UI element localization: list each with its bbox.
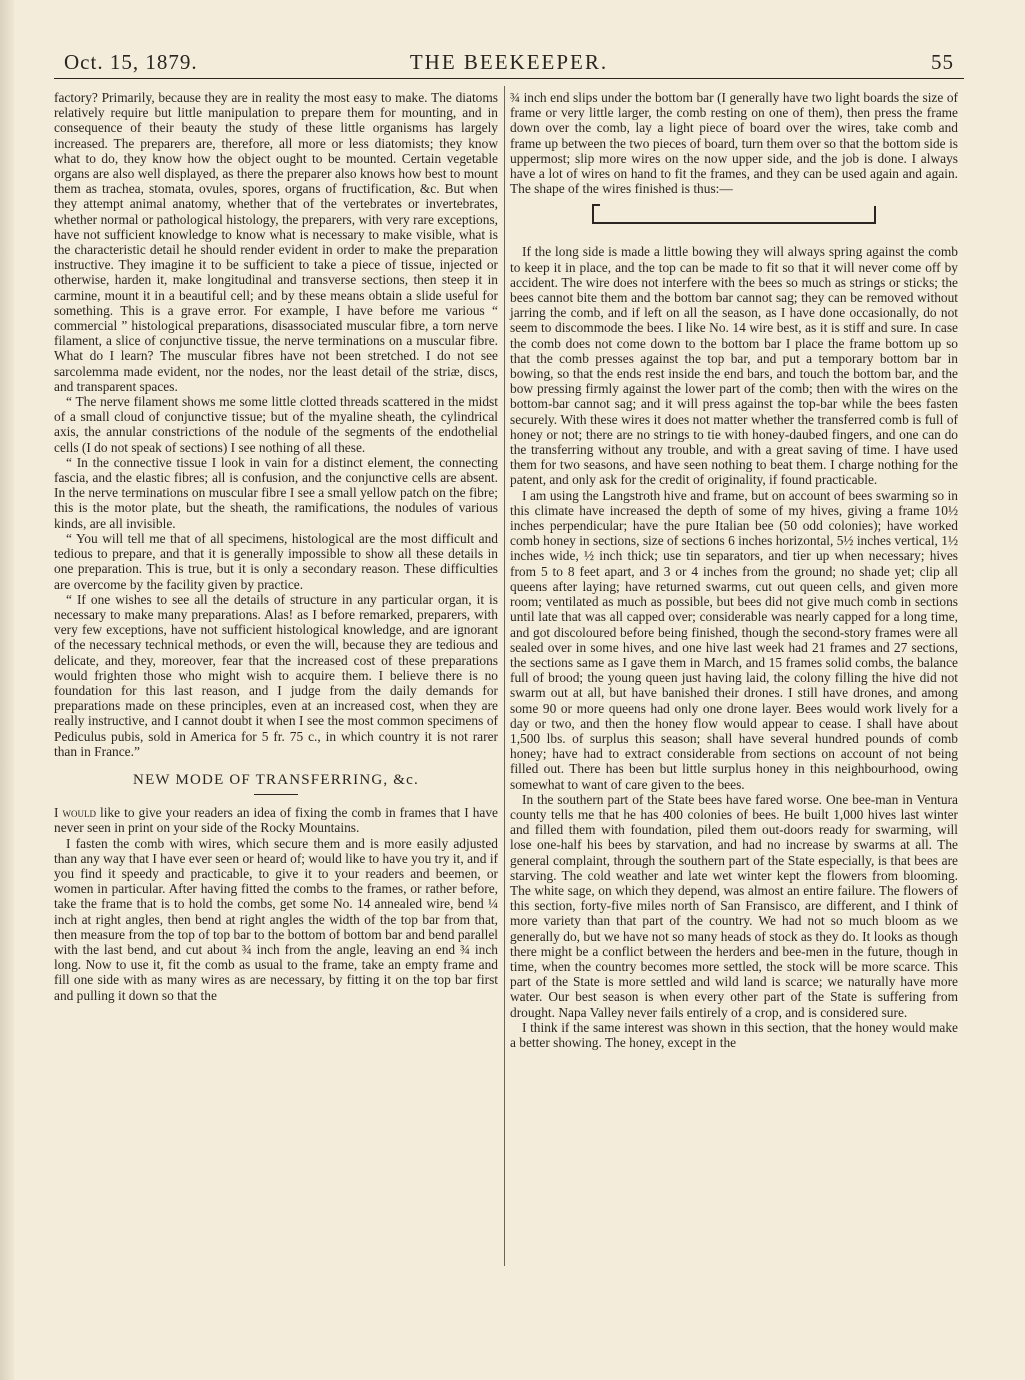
wire-long-side — [592, 222, 876, 224]
section-paragraph-text: like to give your readers an idea of fixing the comb in frames that I have never seen in print on your side of the Rocky Mountains. — [54, 805, 498, 836]
running-header — [54, 46, 964, 76]
left-column — [54, 90, 498, 1003]
page-binding-edge — [0, 0, 14, 1380]
article-paragraph: factory? Primarily, because they are in reality the most easy to make. The diatoms relatively require but little manipulation to prepare them for mounting, and in consequence of their beauty the study of these little organisms has largely increased. The preparers are, therefore, all more or less diatomists; they know what to do, they know how the object ought to be mounted. Certain vegetable organs are also well displayed, as there the preparer also knows how best to mount them as trachea, stomata, ovules, spores, organs of fructification, &c. But when they attempt animal anatomy, whether that of the vertebrates or invertebrates, whether normal or pathological histology, the preparers, with very rare exceptions, have not sufficient knowledge to know what is necessary to make visible, what is the characteristic detail he should render evident in order to make the preparation instructive. They imagine it to be sufficient to take a piece of tissue, injected or otherwise, harden it, make longitudinal and transverse sections, then steep it in carmine, mount it in a beautiful cell; and by these means obtain a slide useful for something. This is a grave error. For example, I have before me various “ commercial ” histological preparations, disassociated muscular fibre, a torn nerve filament, a slice of conjunctive tissue, the nerve terminations on a muscular fibre. What do I learn? The muscular fibres have not been stretched. I do not see sarcolemma made evident, nor the nodes, nor the least detail of the striæ, discs, and transparent spaces. — [54, 90, 498, 394]
article-paragraph: “ The nerve filament shows me some little clotted threads scattered in the midst of a small cloud of conjunctive tissue; but of the myaline sheath, the cylindrical axis, the annular constrictions of the nodule of the segments of the endothelial cells (I do not speak of sections) I see nothing of all these. — [54, 394, 498, 455]
column-divider — [504, 86, 505, 1266]
article-paragraph: “ You will tell me that of all specimens, histological are the most difficult and tedious to prepare, and that it is generally impossible to show all these details in one preparation. This is true, but it is only a secondary reason. These difficulties are overcome by the facility given by practice. — [54, 530, 498, 592]
page-number: 55 — [931, 50, 954, 74]
wire-left-hook — [592, 204, 600, 224]
article-paragraph: “ If one wishes to see all the details of structure in any particular organ, it is necessary to make many preparations. Alas! as I before remarked, preparers, with very few exceptions, have not sufficient histological knowledge, and are ignorant of the necessary technical methods, or even the will, because they are tedious and delicate, and they, moreover, fear that the increased cost of these preparations would frighten those who might wish to acquire them. I believe there is no foundation for this last reason, and I judge from the daily demands for preparations made on these principles, even at an increased cost, when they are really instructive, and I cannot doubt it when I see the most common specimens of Pediculus pubis, sold in America for 5 fr. 75 c., in which country it is not rarer than in France.” — [54, 591, 498, 759]
journal-title: THE BEEKEEPER. — [409, 50, 609, 74]
section-heading: NEW MODE OF TRANSFERRING, &c. — [133, 771, 419, 788]
article-paragraph: ¾ inch end slips under the bottom bar (I generally have two light boards the size of frame or very little larger, the comb resting on one of them), then press the frame down over the comb, lay a light piece of board over the wires, take comb and frame up between the two pieces of board, turn them over so that the bottom side is uppermost; slip more wires on the now upper side, and the job is done. I always have a lot of wires on hand to fit the frames, and they can be used again and again. The shape of the wires finished is thus:— — [510, 90, 958, 197]
section-rule — [254, 794, 298, 795]
article-paragraph: If the long side is made a little bowing they will always spring against the comb to keep it in place, and the top can be made to fit so that it will never come off by accident. The wire does not interfere with the bees so much as strings or sticks; the bees cannot bite them and the bottom bar cannot sag; they can be removed without jarring the comb, and if left on all the season, as I have done occasionally, do not seem to discommode the bees. I like No. 14 wire best, as it is stiff and sure. In case the comb does not come down to the bottom bar I place the frame bottom up so that the comb presses against the top bar, and put a temporary bottom bar in bowing, so that the ends rest inside the end bars, and touch the bottom bar, and the bow pressing firmly against the lower part of the comb; then with the wires on the bottom-bar cannot sag; and it will press against the top-bar while the bees fasten securely. With these wires it does not matter whether the transferred comb is full of honey or not; there are no strings to tie with honey-daubed fingers, and one can do the transferring without any trouble, and with a great saving of time. I have used them for two seasons, and have seen nothing to beat them. I charge nothing for the patent, and only ask for the credit of originality, if found practicable. — [510, 244, 958, 488]
section-paragraph — [54, 805, 498, 835]
section-lead-smallcaps: I would — [54, 805, 96, 821]
wire-shape-figure — [510, 202, 958, 236]
section-paragraph: I fasten the comb with wires, which secure them and is more easily adjusted than any way that I have ever seen or heard of; would like to have you try it, and if you find it speedy and practicable, to give it to your readers and beemen, or women in particular. After having fitted the combs to the frames, or rather before, take the frame that is to hold the combs, get some No. 14 annealed wire, bend ¼ inch at right angles, then bend at right angles the width of the top bar from that, then measure from the top of top bar to the bottom of bottom bar and bend parallel with the last bend, and cut about ¾ inch from the angle, leaving an end ¾ inch long. Now to use it, fit the comb as usual to the frame, take an empty frame and fill one side with as many wires as are necessary, by fitting it on the top bar first and pulling it down so that the — [54, 835, 498, 1003]
article-paragraph: I think if the same interest was shown in this section, that the honey would make a better showing. The honey, except in the — [510, 1019, 958, 1050]
article-paragraph: I am using the Langstroth hive and frame, but on account of bees swarming so in this climate have increased the depth of some of my hives, giving a frame 10½ inches perpendicular; have the pure Italian bee (50 odd colonies); have worked comb honey in sections, size of sections 6 inches horizontal, 5½ inches vertical, 1½ inches wide, ½ inch thick; use tin separators, and tier up when necessary; hives from 5 to 8 feet apart, and 3 or 4 inches from the ground; no shade yet; clip all queens after laying; have returned swarms, cut out queen cells, and given more room; ventilated as much as possible, but bees did not give much comb in sections until late that was all capped over; considerable was nearly capped for a long time, and got discoloured before being finished, though the second-story frames were all sealed over in some hives, and one hive last week had 21 frames and 27 sections, the sections same as I gave them in March, and 15 frames solid combs, the balance full of brood; the young queen just having laid, the colony filling the hive did not swarm out at all, but have banished their drones. I still have drones, and among some 90 or more queens had only one drone layer. Bees would work lively for a day or two, and then the honey flow would appear to cease. I shall have about 1,500 lbs. of surplus this season; shall have several hundred pounds of comb honey; have had to extract considerable from sections on account of not being filled out. There has been but little surplus honey in this neighbourhood, owing somewhat to want of care given to the bees. — [510, 487, 958, 792]
header-rule — [54, 78, 964, 79]
wire-right-hook — [874, 206, 876, 222]
article-paragraph: In the southern part of the State bees have fared worse. One bee-man in Ventura county tells me that he has 400 colonies of bees. He built 1,000 hives last winter and filled them with foundation, piled them out-doors ready for swarming, will lose one-half his bees by starvation, and had no increase by swarms at all. The general complaint, through the southern part of the State especially, is that bees are starving. The cold weather and late wet winter kept the flowers from blooming. The white sage, on which they depend, was almost an entire failure. The flowers of this section, forty-five miles north of San Fransisco, are different, and I think of more variety than that part of the country. We had not so much bloom as we generally do, but we have not so many heads of stock as they do. It looks as though there might be a conflict between the herders and bee-men in the future, though in time, when the country becomes more settled, the stock will be more scarce. This part of the State is more settled and wild land is scarce; we naturally have more water. Our best season is when every other part of the State is suffering from drought. Napa Valley never fails entirely of a crop, and is considered sure. — [510, 791, 958, 1020]
issue-date: Oct. 15, 1879. — [64, 50, 198, 74]
article-paragraph: “ In the connective tissue I look in vain for a distinct element, the connecting fascia, and the elastic fibres; all is confusion, and the conjunctive cells are absent. In the nerve terminations on muscular fibre I see a small yellow patch on the fibre; this is the motor plate, but the sheath, the ramifications, the nodules of various kinds, are all invisible. — [54, 454, 498, 531]
right-column — [510, 90, 958, 1050]
